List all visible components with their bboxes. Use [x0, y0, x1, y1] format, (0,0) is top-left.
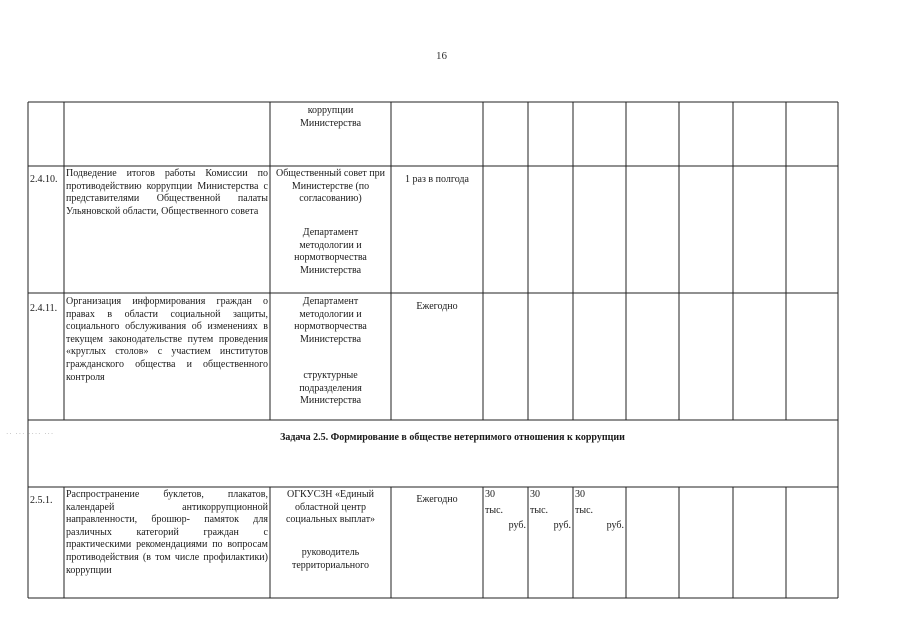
row-2411-event: Организация информирования граждан о правах в области социальной защиты, социального обслуживания об изменениях в текущем законодательстве путем проведения «круглых столов» с участием институтов гражданского общества и общественного контроля [66, 296, 268, 383]
task-2-5-title: Задача 2.5. Формирование в обществе нетерпимого отношения к коррупции [280, 432, 625, 443]
funding-amount: 30 [575, 489, 585, 500]
row-cont-executor: коррупции Министерства [299, 105, 362, 129]
funding-amount: 30 [530, 489, 540, 500]
row-2411-executor-1: Департамент методологии и нормотворчества Министерства [294, 296, 367, 345]
funding-unit: тыс. [485, 504, 504, 516]
row-251-executor-1: ОГКУСЗН «Единый областной центр социальных выплат» [285, 489, 376, 526]
row-251-deadline: Ежегодно [416, 494, 458, 505]
funding-amount: 30 [485, 489, 495, 500]
funding-currency: руб. [606, 520, 624, 532]
funding-unit: тыс. [530, 504, 549, 516]
row-2410-number: 2.4.10. [30, 174, 58, 185]
scan-artifact: ·· ··· ···· ··· [6, 430, 55, 438]
row-251-funding-1 [483, 488, 528, 548]
page-number: 16 [436, 50, 447, 62]
funding-currency: руб. [508, 520, 526, 532]
row-251-executor-2: руководитель территориального [291, 547, 370, 571]
row-2411-deadline: Ежегодно [416, 301, 458, 312]
row-2410-event: Подведение итогов работы Комиссии по противодействию коррупции Министерства с представителями Общественной палаты Ульяновской области, Общественного совета [66, 168, 268, 217]
funding-currency: руб. [553, 520, 571, 532]
row-2410-executor-1: Общественный совет при Министерстве (по согласованию) [276, 168, 385, 205]
row-251-event: Распространение буклетов, плакатов, календарей антикоррупционной направленности, брошюр- памяток для различных категорий граждан с практическими рекомендациями по вопросам противодействия (в том числе профилактики) коррупции [66, 489, 268, 576]
row-251-funding-3 [573, 488, 626, 548]
row-251-funding-2 [528, 488, 573, 548]
funding-unit: тыс. [575, 504, 594, 516]
row-251-number: 2.5.1. [30, 495, 53, 506]
row-2411-number: 2.4.11. [30, 303, 58, 314]
row-2410-deadline: 1 раз в полгода [405, 174, 469, 185]
row-2410-executor-2: Департамент методологии и нормотворчества Министерства [294, 227, 367, 276]
row-2411-executor-2: структурные подразделения Министерства [299, 370, 362, 407]
